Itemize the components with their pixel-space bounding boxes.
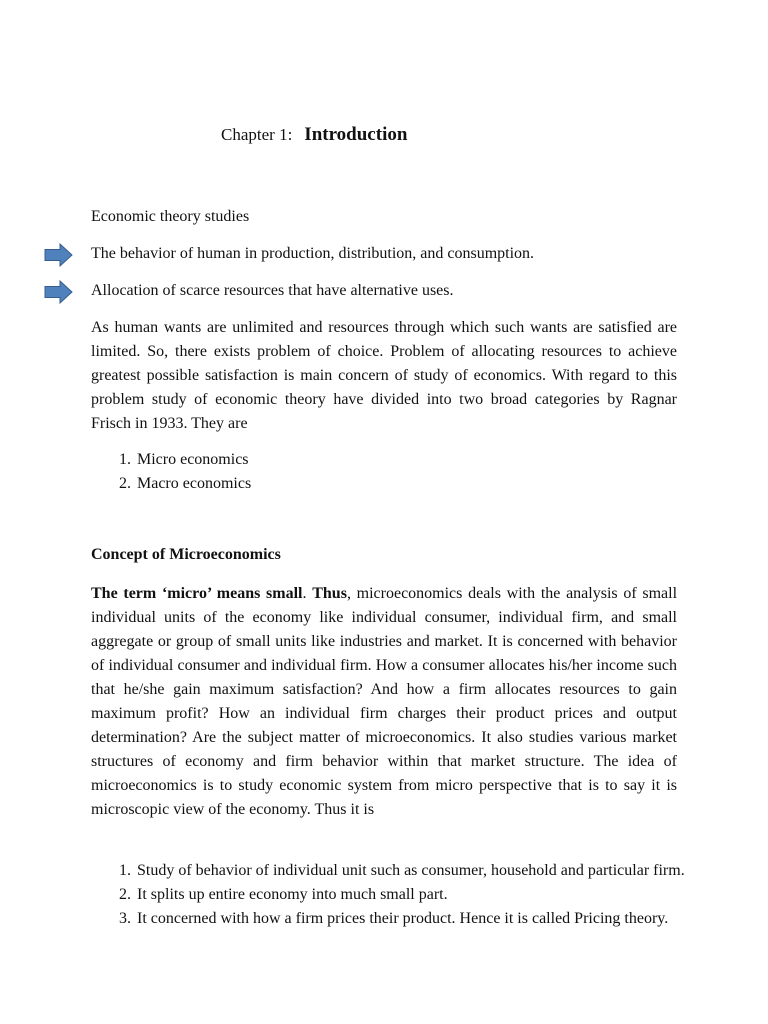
chapter-label: Chapter 1: xyxy=(221,125,293,144)
intro-point-1: The behavior of human in production, distribution, and consumption. xyxy=(91,245,535,262)
micro-lead-bold-2: Thus xyxy=(312,585,347,602)
right-arrow-icon xyxy=(44,243,73,267)
right-arrow-icon xyxy=(44,280,73,304)
intro-paragraph: As human wants are unlimited and resources through which such wants are satisfied are limited. So, there exists problem of choice. Problem of allocating resources to achieve greatest possible satisfaction is main concern of study of economics. With regard to this problem study of economic theory have divided into two broad categories by Ragnar Frisch in 1933. They are xyxy=(91,319,677,432)
micro-lead-bold: The term ‘micro’ means small xyxy=(91,585,303,602)
chapter-title xyxy=(221,124,407,146)
list-item: 1. Micro economics xyxy=(135,448,721,472)
list-item: 2. It splits up entire economy into much small part. xyxy=(135,883,721,907)
micro-paragraph-text: , microeconomics deals with the analysis of small individual units of the economy like individual consumer, individual firm, and small aggregate or group of small units like industries and market. It is concerned with behavior of individual consumer and individual firm. How a consumer allocates his/her income such that he/she gain maximum satisfaction? And how a firm allocates resources to gain maximum profit? How an individual firm charges their product prices and output determination? Are the subject matter of microeconomics. It also studies various market structures of economy and firm behavior within that market structure. The idea of microeconomics is to study economic system from micro perspective that is to say it is microscopic view of the economy. Thus it is xyxy=(91,585,678,818)
intro-point-2: Allocation of scarce resources that have alternative uses. xyxy=(91,282,454,299)
micro-paragraph xyxy=(91,582,677,822)
list-item: 3. It concerned with how a firm prices their product. Hence it is called Pricing theory. xyxy=(135,907,721,931)
micro-lead-separator: . xyxy=(302,585,313,602)
chapter-name: Introduction xyxy=(304,124,408,145)
economics-categories-list xyxy=(91,448,721,496)
micro-features-list xyxy=(91,859,721,931)
section-heading: Concept of Microeconomics xyxy=(91,546,281,563)
intro-lead: Economic theory studies xyxy=(91,208,250,225)
list-item: 2. Macro economics xyxy=(135,472,721,496)
list-item: 1. Study of behavior of individual unit such as consumer, household and particular firm. xyxy=(135,859,721,883)
